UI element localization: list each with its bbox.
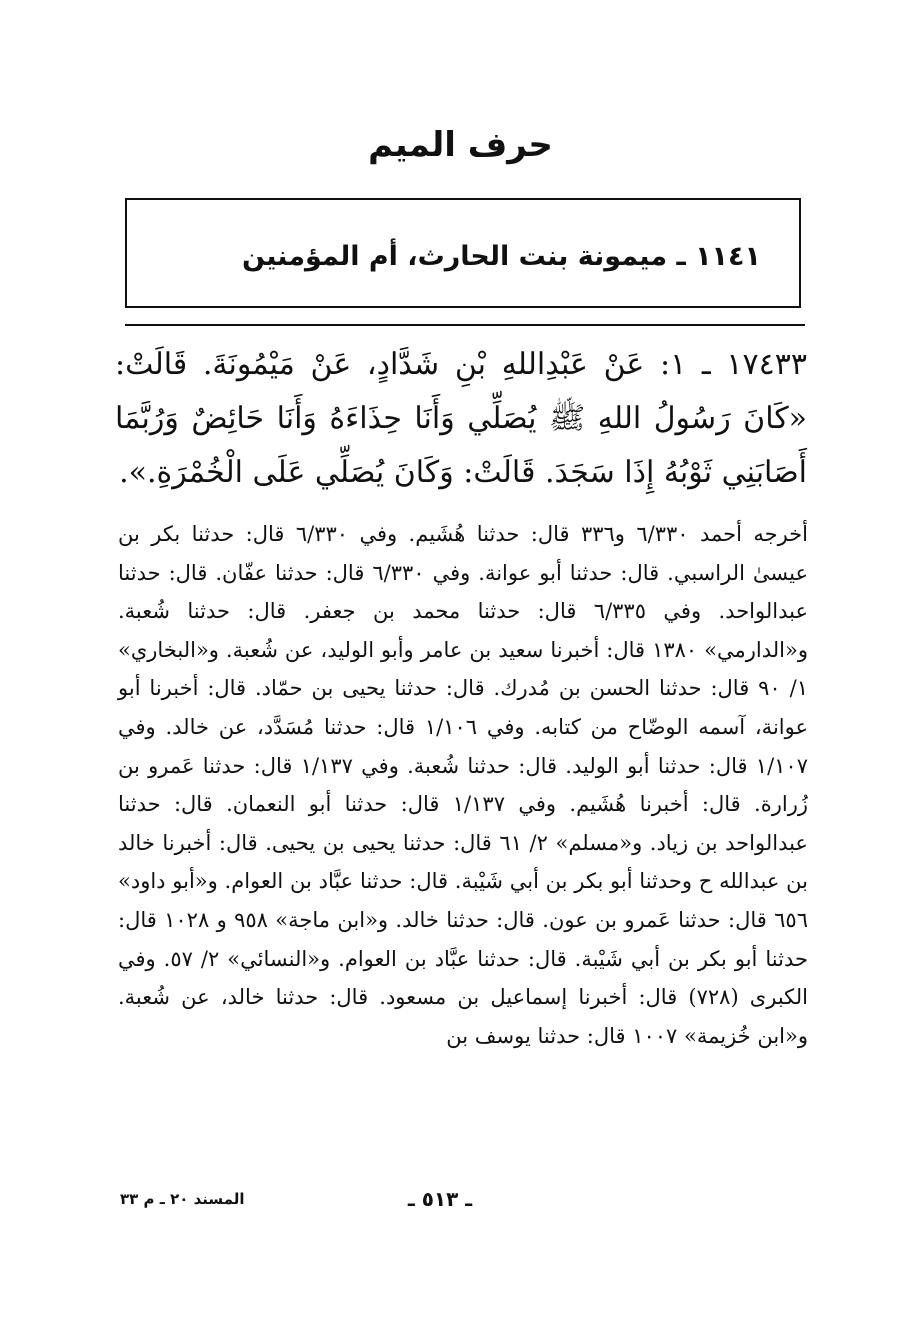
chapter-heading: ١١٤١ ـ ميمونة بنت الحارث، أم المؤمنين: [241, 241, 761, 272]
page-number: ـ ٥١٣ ـ: [407, 1187, 473, 1211]
horizontal-rule: [125, 324, 805, 326]
volume-marker: المسند ٢٠ ـ م ٣٣: [120, 1190, 245, 1208]
commentary-text: أخرجه أحمد ٦/٣٣٠ و٣٣٦ قال: حدثنا هُشَيم. وفي ٦/٣٣٠ قال: حدثنا بكر بن عيسىٰ الراسبي. قال: حدثنا أبو عوانة. وفي ٦/٣٣٠ قال: حدثنا عفّان. قال: حدثنا عبدالواحد. وفي ٦/٣٣٥ قال: حدثنا محمد بن جعفر. قال: حدثنا شُعبة. و«الدارمي» ١٣٨٠ قال: أخبرنا سعيد بن عامر وأبو الوليد، عن شُعبة. و«البخاري» ١/ ٩٠ قال: حدثنا الحسن بن مُدرك. قال: حدثنا يحيى بن حمّاد. قال: أخبرنا أبو عوانة، آسمه الوضّاح من كتابه. وفي ١/١٠٦ قال: حدثنا مُسَدَّد، عن خالد. وفي ١/١٠٧ قال: حدثنا أبو الوليد. قال: حدثنا شُعبة. وفي ١/١٣٧ قال: حدثنا عَمرو بن زُرارة. قال: أخبرنا هُشَيم. وفي ١/١٣٧ قال: حدثنا أبو النعمان. قال: حدثنا عبدالواحد بن زياد. و«مسلم» ٢/ ٦١ قال: حدثنا يحيى بن يحيى. قال: أخبرنا خالد بن عبدالله ح وحدثنا أبو بكر بن أبي شَيْبة. قال: حدثنا عبَّاد بن العوام. و«أبو داود» ٦٥٦ قال: حدثنا عَمرو بن عون. قال: حدثنا خالد. و«ابن ماجة» ٩٥٨ و ١٠٢٨ قال: حدثنا أبو بكر بن أبي شَيْبة. قال: حدثنا عبَّاد بن العوام. و«النسائي» ٢/ ٥٧. وفي الكبرى (٧٢٨) قال: أخبرنا إسماعيل بن مسعود. قال: حدثنا خالد، عن شُعبة. و«ابن خُزيمة» ١٠٠٧ قال: حدثنا يوسف بن: [118, 522, 809, 1048]
section-title: حرف الميم: [368, 125, 553, 165]
hadith-text: ١٧٤٣٣ ـ ١: عَنْ عَبْدِاللهِ بْنِ شَدَّادٍ، عَنْ مَيْمُونَةَ. قَالَتْ: «كَانَ رَسُولُ اللهِ ﷺ يُصَلِّي وَأَنَا حِذَاءَهُ وَأَنَا حَائِضٌ وَرُبَّمَا أَصَابَنِي ثَوْبُهُ إِذَا سَجَدَ. قَالَتْ: وَكَانَ يُصَلِّي عَلَى الْخُمْرَةِ.».: [115, 347, 807, 490]
